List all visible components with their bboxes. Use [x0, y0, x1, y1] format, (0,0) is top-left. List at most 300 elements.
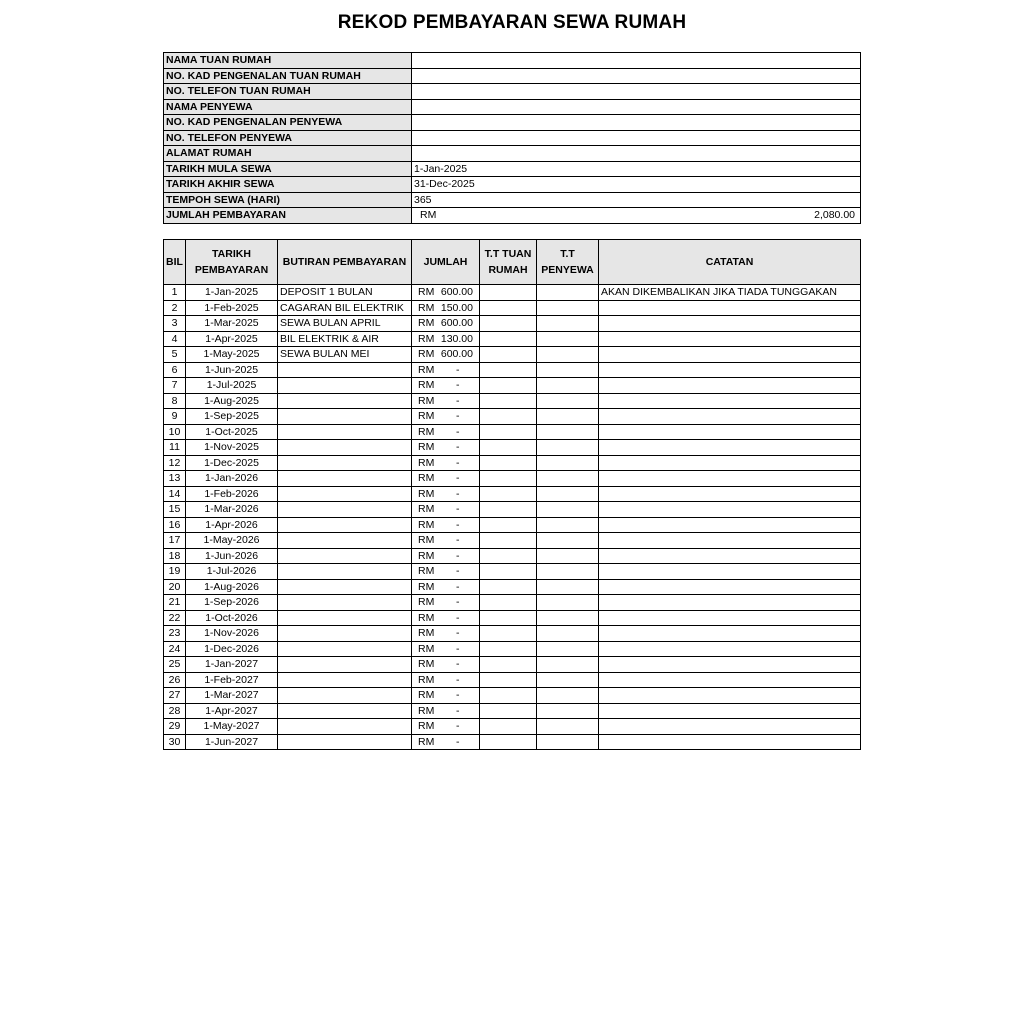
row-bil: 17	[164, 533, 186, 549]
row-description[interactable]	[278, 610, 412, 626]
row-note[interactable]	[599, 579, 861, 595]
row-amount[interactable]	[412, 626, 480, 642]
table-row	[164, 657, 861, 673]
row-amount-value: -	[456, 611, 460, 624]
row-date: 1-Jul-2026	[186, 564, 278, 580]
table-row	[164, 362, 861, 378]
info-row	[164, 99, 861, 115]
row-tt-penyewa[interactable]	[537, 688, 599, 704]
row-amount-value: 130.00	[440, 332, 473, 345]
info-value-field[interactable]	[412, 99, 861, 115]
row-bil: 6	[164, 362, 186, 378]
row-tt-tuan-rumah[interactable]	[480, 424, 537, 440]
row-tt-penyewa[interactable]	[537, 641, 599, 657]
row-currency: RM	[418, 611, 435, 624]
total-label: JUMLAH PEMBAYARAN	[164, 208, 412, 224]
table-row	[164, 486, 861, 502]
row-tt-tuan-rumah[interactable]	[480, 440, 537, 456]
row-currency: RM	[418, 348, 435, 360]
row-currency: RM	[418, 363, 435, 376]
row-tt-tuan-rumah[interactable]	[480, 455, 537, 471]
row-tt-tuan-rumah[interactable]	[480, 393, 537, 409]
row-tt-tuan-rumah[interactable]	[480, 409, 537, 425]
row-amount[interactable]	[412, 285, 480, 301]
row-note[interactable]	[599, 347, 861, 363]
row-tt-tuan-rumah[interactable]	[480, 285, 537, 301]
row-currency: RM	[418, 689, 435, 701]
row-amount[interactable]	[412, 502, 480, 518]
row-tt-penyewa[interactable]	[537, 595, 599, 611]
row-date: 1-Mar-2027	[186, 688, 278, 704]
row-amount-value: -	[456, 410, 460, 422]
row-description[interactable]: SEWA BULAN MEI	[278, 347, 412, 363]
row-description[interactable]	[278, 595, 412, 611]
info-label: NAMA PENYEWA	[164, 99, 412, 115]
payment-table-body	[164, 285, 861, 750]
row-note[interactable]	[599, 564, 861, 580]
row-tt-penyewa[interactable]	[537, 734, 599, 750]
row-tt-penyewa[interactable]	[537, 300, 599, 316]
row-currency: RM	[418, 410, 435, 422]
row-amount[interactable]	[412, 362, 480, 378]
row-date: 1-May-2025	[186, 347, 278, 363]
row-date: 1-Mar-2025	[186, 316, 278, 332]
row-date: 1-May-2026	[186, 533, 278, 549]
row-description[interactable]	[278, 688, 412, 704]
row-description[interactable]	[278, 672, 412, 688]
row-amount[interactable]	[412, 409, 480, 425]
row-tt-penyewa[interactable]	[537, 347, 599, 363]
row-amount-value: -	[456, 503, 460, 515]
row-note[interactable]	[599, 362, 861, 378]
table-row	[164, 548, 861, 564]
row-tt-tuan-rumah[interactable]	[480, 626, 537, 642]
info-row	[164, 68, 861, 84]
row-description[interactable]	[278, 471, 412, 487]
row-description[interactable]	[278, 564, 412, 580]
header-tt-tuan-rumah: T.T TUAN RUMAH	[480, 240, 537, 285]
row-amount-value: -	[456, 518, 460, 531]
table-row	[164, 378, 861, 394]
row-note[interactable]	[599, 378, 861, 394]
row-amount-value: -	[456, 456, 460, 469]
table-row	[164, 331, 861, 347]
row-date: 1-Aug-2026	[186, 579, 278, 595]
row-date: 1-Apr-2025	[186, 331, 278, 347]
row-date: 1-Aug-2025	[186, 393, 278, 409]
row-description[interactable]	[278, 641, 412, 657]
row-amount-value: -	[456, 363, 460, 376]
row-tt-penyewa[interactable]	[537, 424, 599, 440]
row-bil: 16	[164, 517, 186, 533]
row-currency: RM	[418, 658, 435, 670]
total-row	[164, 208, 861, 224]
row-tt-tuan-rumah[interactable]	[480, 471, 537, 487]
row-description[interactable]	[278, 502, 412, 518]
table-row	[164, 719, 861, 735]
row-description[interactable]	[278, 440, 412, 456]
row-currency: RM	[418, 317, 435, 329]
row-tt-penyewa[interactable]	[537, 719, 599, 735]
row-amount-value: -	[456, 720, 460, 732]
row-amount[interactable]	[412, 657, 480, 673]
row-amount-value: 150.00	[440, 301, 473, 314]
row-tt-tuan-rumah[interactable]	[480, 502, 537, 518]
table-row	[164, 347, 861, 363]
row-note[interactable]	[599, 657, 861, 673]
row-note[interactable]	[599, 316, 861, 332]
row-description[interactable]	[278, 409, 412, 425]
table-row	[164, 455, 861, 471]
payment-table	[163, 239, 861, 750]
row-currency: RM	[418, 518, 435, 531]
row-date: 1-Sep-2026	[186, 595, 278, 611]
table-row	[164, 595, 861, 611]
row-tt-penyewa[interactable]	[537, 393, 599, 409]
row-tt-tuan-rumah[interactable]	[480, 688, 537, 704]
row-currency: RM	[418, 394, 435, 407]
row-amount[interactable]	[412, 688, 480, 704]
info-label: ALAMAT RUMAH	[164, 146, 412, 162]
row-tt-penyewa[interactable]	[537, 517, 599, 533]
row-tt-tuan-rumah[interactable]	[480, 331, 537, 347]
row-bil: 7	[164, 378, 186, 394]
row-description[interactable]	[278, 579, 412, 595]
table-row	[164, 564, 861, 580]
row-bil: 25	[164, 657, 186, 673]
row-note[interactable]	[599, 734, 861, 750]
row-description[interactable]	[278, 719, 412, 735]
header-jumlah: JUMLAH	[412, 240, 480, 285]
row-date: 1-Dec-2025	[186, 455, 278, 471]
row-amount[interactable]	[412, 641, 480, 657]
row-bil: 14	[164, 486, 186, 502]
row-bil: 27	[164, 688, 186, 704]
row-tt-tuan-rumah[interactable]	[480, 300, 537, 316]
row-tt-penyewa[interactable]	[537, 564, 599, 580]
row-amount[interactable]	[412, 347, 480, 363]
row-note[interactable]	[599, 471, 861, 487]
row-currency: RM	[418, 642, 435, 655]
row-bil: 4	[164, 331, 186, 347]
row-note[interactable]	[599, 548, 861, 564]
row-description[interactable]	[278, 626, 412, 642]
row-bil: 29	[164, 719, 186, 735]
row-amount[interactable]	[412, 533, 480, 549]
row-tt-penyewa[interactable]	[537, 548, 599, 564]
row-tt-penyewa[interactable]	[537, 440, 599, 456]
row-tt-tuan-rumah[interactable]	[480, 362, 537, 378]
info-value-field[interactable]	[412, 115, 861, 131]
info-label: NO. KAD PENGENALAN PENYEWA	[164, 115, 412, 131]
info-value-field[interactable]: 31-Dec-2025	[412, 177, 861, 193]
info-value-field[interactable]	[412, 130, 861, 146]
row-currency: RM	[418, 503, 435, 515]
row-amount[interactable]	[412, 564, 480, 580]
row-amount-value: -	[456, 487, 460, 500]
row-currency: RM	[418, 332, 435, 345]
row-currency: RM	[418, 425, 435, 438]
row-date: 1-Oct-2025	[186, 424, 278, 440]
info-label: NO. TELEFON PENYEWA	[164, 130, 412, 146]
info-value-field[interactable]	[412, 146, 861, 162]
row-description[interactable]	[278, 455, 412, 471]
row-amount[interactable]	[412, 610, 480, 626]
row-bil: 19	[164, 564, 186, 580]
row-amount[interactable]	[412, 300, 480, 316]
row-date: 1-Nov-2026	[186, 626, 278, 642]
row-note[interactable]	[599, 300, 861, 316]
info-table-body	[164, 53, 861, 224]
row-amount[interactable]	[412, 486, 480, 502]
row-bil: 30	[164, 734, 186, 750]
row-amount[interactable]	[412, 703, 480, 719]
page-title: REKOD PEMBAYARAN SEWA RUMAH	[337, 12, 687, 33]
row-description[interactable]	[278, 657, 412, 673]
row-note[interactable]	[599, 688, 861, 704]
table-row	[164, 393, 861, 409]
row-note[interactable]	[599, 409, 861, 425]
row-bil: 23	[164, 626, 186, 642]
row-currency: RM	[418, 549, 435, 562]
row-currency: RM	[418, 472, 435, 484]
row-bil: 8	[164, 393, 186, 409]
row-tt-penyewa[interactable]	[537, 672, 599, 688]
row-amount[interactable]	[412, 331, 480, 347]
row-amount[interactable]	[412, 719, 480, 735]
row-tt-tuan-rumah[interactable]	[480, 347, 537, 363]
row-tt-tuan-rumah[interactable]	[480, 378, 537, 394]
row-date: 1-Jan-2025	[186, 285, 278, 301]
row-tt-penyewa[interactable]	[537, 455, 599, 471]
info-value-field[interactable]: 365	[412, 192, 861, 208]
row-amount[interactable]	[412, 672, 480, 688]
row-description[interactable]	[278, 734, 412, 750]
info-row	[164, 192, 861, 208]
row-currency: RM	[418, 580, 435, 593]
row-amount-value: -	[456, 704, 460, 717]
row-amount[interactable]	[412, 424, 480, 440]
row-tt-tuan-rumah[interactable]	[480, 316, 537, 332]
row-amount[interactable]	[412, 579, 480, 595]
info-label: TEMPOH SEWA (HARI)	[164, 192, 412, 208]
row-amount-value: -	[456, 627, 460, 639]
row-note[interactable]	[599, 595, 861, 611]
row-amount[interactable]	[412, 378, 480, 394]
row-amount[interactable]	[412, 548, 480, 564]
row-amount[interactable]	[412, 455, 480, 471]
row-tt-tuan-rumah[interactable]	[480, 517, 537, 533]
row-date: 1-Jun-2026	[186, 548, 278, 564]
info-value-field[interactable]	[412, 68, 861, 84]
row-bil: 9	[164, 409, 186, 425]
header-tarikh: TARIKH PEMBAYARAN	[186, 240, 278, 285]
row-tt-tuan-rumah[interactable]	[480, 657, 537, 673]
row-tt-penyewa[interactable]	[537, 610, 599, 626]
row-bil: 5	[164, 347, 186, 363]
row-tt-penyewa[interactable]	[537, 471, 599, 487]
header-bil: BIL	[164, 240, 186, 285]
info-row	[164, 161, 861, 177]
row-amount-value: -	[456, 735, 460, 748]
row-note[interactable]: AKAN DIKEMBALIKAN JIKA TIADA TUNGGAKAN	[599, 285, 861, 301]
row-description[interactable]: BIL ELEKTRIK & AIR	[278, 331, 412, 347]
row-tt-penyewa[interactable]	[537, 533, 599, 549]
row-note[interactable]	[599, 331, 861, 347]
row-note[interactable]	[599, 424, 861, 440]
info-table	[163, 52, 861, 224]
header-catatan: CATATAN	[599, 240, 861, 285]
info-value-field[interactable]	[412, 84, 861, 100]
row-description[interactable]: CAGARAN BIL ELEKTRIK	[278, 300, 412, 316]
row-tt-tuan-rumah[interactable]	[480, 486, 537, 502]
row-amount-value: 600.00	[440, 286, 473, 298]
row-amount-value: -	[456, 689, 460, 701]
row-amount[interactable]	[412, 393, 480, 409]
row-bil: 24	[164, 641, 186, 657]
row-amount[interactable]	[412, 440, 480, 456]
row-note[interactable]	[599, 719, 861, 735]
header-butiran: BUTIRAN PEMBAYARAN	[278, 240, 412, 285]
row-note[interactable]	[599, 517, 861, 533]
row-tt-tuan-rumah[interactable]	[480, 703, 537, 719]
table-row	[164, 610, 861, 626]
row-tt-penyewa[interactable]	[537, 316, 599, 332]
row-bil: 2	[164, 300, 186, 316]
row-tt-penyewa[interactable]	[537, 657, 599, 673]
info-row	[164, 84, 861, 100]
row-tt-tuan-rumah[interactable]	[480, 595, 537, 611]
row-note[interactable]	[599, 393, 861, 409]
row-tt-tuan-rumah[interactable]	[480, 734, 537, 750]
row-tt-tuan-rumah[interactable]	[480, 579, 537, 595]
row-description[interactable]	[278, 362, 412, 378]
row-note[interactable]	[599, 455, 861, 471]
row-amount-value: 600.00	[440, 348, 473, 360]
row-tt-tuan-rumah[interactable]	[480, 533, 537, 549]
row-tt-penyewa[interactable]	[537, 703, 599, 719]
info-row	[164, 177, 861, 193]
row-amount-value: -	[456, 534, 460, 546]
row-currency: RM	[418, 286, 435, 298]
row-note[interactable]	[599, 610, 861, 626]
row-bil: 13	[164, 471, 186, 487]
row-description[interactable]: SEWA BULAN APRIL	[278, 316, 412, 332]
row-currency: RM	[418, 673, 435, 686]
row-currency: RM	[418, 534, 435, 546]
row-tt-tuan-rumah[interactable]	[480, 564, 537, 580]
row-tt-penyewa[interactable]	[537, 579, 599, 595]
row-currency: RM	[418, 720, 435, 732]
info-row	[164, 53, 861, 69]
row-note[interactable]	[599, 533, 861, 549]
row-amount-value: -	[456, 379, 460, 391]
row-description[interactable]	[278, 378, 412, 394]
info-value-field[interactable]: 1-Jan-2025	[412, 161, 861, 177]
row-amount[interactable]	[412, 595, 480, 611]
row-date: 1-Dec-2026	[186, 641, 278, 657]
info-row	[164, 130, 861, 146]
table-row	[164, 440, 861, 456]
row-description[interactable]: DEPOSIT 1 BULAN	[278, 285, 412, 301]
row-amount[interactable]	[412, 517, 480, 533]
info-label: TARIKH MULA SEWA	[164, 161, 412, 177]
row-bil: 18	[164, 548, 186, 564]
row-amount[interactable]	[412, 734, 480, 750]
row-date: 1-Jul-2025	[186, 378, 278, 394]
row-date: 1-Feb-2026	[186, 486, 278, 502]
row-tt-tuan-rumah[interactable]	[480, 719, 537, 735]
row-note[interactable]	[599, 440, 861, 456]
table-row	[164, 316, 861, 332]
header-tt-penyewa: T.T PENYEWA	[537, 240, 599, 285]
info-value-field[interactable]	[412, 53, 861, 69]
row-description[interactable]	[278, 548, 412, 564]
row-tt-penyewa[interactable]	[537, 502, 599, 518]
table-row	[164, 300, 861, 316]
row-description[interactable]	[278, 517, 412, 533]
info-row	[164, 146, 861, 162]
row-tt-penyewa[interactable]	[537, 285, 599, 301]
row-description[interactable]	[278, 424, 412, 440]
row-tt-tuan-rumah[interactable]	[480, 641, 537, 657]
row-date: 1-Sep-2025	[186, 409, 278, 425]
row-currency: RM	[418, 441, 435, 453]
table-row	[164, 424, 861, 440]
row-amount[interactable]	[412, 471, 480, 487]
table-row	[164, 579, 861, 595]
row-currency: RM	[418, 735, 435, 748]
row-tt-tuan-rumah[interactable]	[480, 672, 537, 688]
row-tt-tuan-rumah[interactable]	[480, 548, 537, 564]
row-amount-value: -	[456, 673, 460, 686]
row-currency: RM	[418, 565, 435, 577]
row-note[interactable]	[599, 486, 861, 502]
row-currency: RM	[418, 627, 435, 639]
row-tt-penyewa[interactable]	[537, 362, 599, 378]
row-description[interactable]	[278, 486, 412, 502]
row-description[interactable]	[278, 703, 412, 719]
row-tt-penyewa[interactable]	[537, 409, 599, 425]
row-description[interactable]	[278, 393, 412, 409]
row-note[interactable]	[599, 672, 861, 688]
row-description[interactable]	[278, 533, 412, 549]
row-amount-value: -	[456, 394, 460, 407]
row-tt-penyewa[interactable]	[537, 331, 599, 347]
row-note[interactable]	[599, 703, 861, 719]
row-date: 1-Mar-2026	[186, 502, 278, 518]
row-currency: RM	[418, 596, 435, 608]
row-tt-penyewa[interactable]	[537, 378, 599, 394]
row-date: 1-Apr-2027	[186, 703, 278, 719]
row-date: 1-Feb-2025	[186, 300, 278, 316]
row-date: 1-Apr-2026	[186, 517, 278, 533]
row-note[interactable]	[599, 502, 861, 518]
row-note[interactable]	[599, 626, 861, 642]
row-bil: 28	[164, 703, 186, 719]
row-amount-value: -	[456, 549, 460, 562]
row-amount-value: -	[456, 441, 460, 453]
row-bil: 26	[164, 672, 186, 688]
row-tt-penyewa[interactable]	[537, 626, 599, 642]
row-note[interactable]	[599, 641, 861, 657]
row-amount[interactable]	[412, 316, 480, 332]
row-currency: RM	[418, 301, 435, 314]
row-date: 1-Feb-2027	[186, 672, 278, 688]
row-tt-penyewa[interactable]	[537, 486, 599, 502]
row-amount-value: 600.00	[440, 317, 473, 329]
row-tt-tuan-rumah[interactable]	[480, 610, 537, 626]
